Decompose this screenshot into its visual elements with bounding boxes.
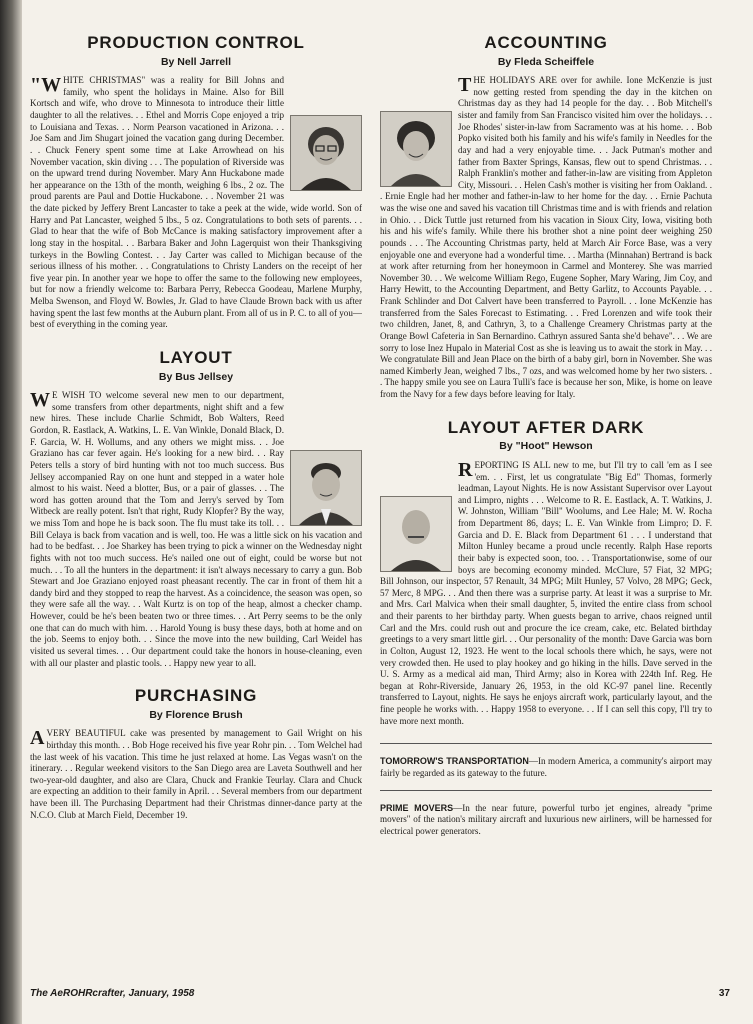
right-column xyxy=(380,28,712,988)
filler-heading: TOMORROW'S TRANSPORTATION xyxy=(380,756,529,767)
article-text: AVERY BEAUTIFUL cake was presented by management to Gail Wright on his birthday this month. . . Bob Hoge received his five year Rohr pin. . . Tom Welchel had the last week of his vacation. This time he just relaxed at home. Las Vegas wasn't on the itinerary. . . Regular weekend visitors to the San Diego area are Laveta Southwell and her two-year-old daughter, and also are Clara, Chuck and Frankie Teurlay. Clara and Chuck are expecting an addition to their family in April. . . Several members from our department have been ill. The Purchasing Department had their Christmas dinner-dance party at the N.C.O. Club at March Field, December 19. xyxy=(30,727,362,820)
production-control-section xyxy=(30,32,362,331)
author-photo-man xyxy=(290,450,362,526)
byline: By Nell Jarrell xyxy=(160,55,232,68)
section-title: PRODUCTION CONTROL xyxy=(87,33,305,52)
divider xyxy=(380,790,712,791)
magazine-title: The AeROHRcrafter, January, 1958 xyxy=(30,988,195,999)
article-text: "WHITE CHRISTMAS" was a reality for Bill Johns and family, who spent the holidays in Maine. Also for Bill Kortsch and wife, who drove to Minnesota to introduce their little daughter to all the relatives. . . Ethel and Morris Cope enjoyed a trip to Louisiana and Texas. . . Norm Pearson vacationed in Arizona. . . Joe Sam and Jim Shugart joined the vacation gang during December. . . Chuck Fenery spent some time at Lake Arrowhead on his November vacation, skin diving . . . The population of Riverside was on the upward trend during November. Mary Ann Huckabone made her appearance on the 13th of the month, weighing 6 lbs., 2 oz. The proud parents are Paul and Dottie Huckabone. . . November 21 was the date picked by Jeffery Brent Lancaster to take a peek at the wide, wide world. Son of Harry and Pat Lancaster, weighed 5 lbs., 5 oz. Congratulations to both sets of parents. . . Glad to hear that the wife of Bob McCance is making satisfactory improvement after a long stay in the hospital. . . Barbara Baker and John Lagerquist won their Thanksgiving turkeys in the Bowling Contest. . . Jay Carter was called to Michigan because of the serious illness of his mother. . . Congratulations to Christy Landers on the receipt of her five year pin. In another year we hope to offer the same to the following new employees, but for now a friendly welcome to: Barbara Perry, Rebecca Goodeau, Marlene Murphy, Melba Swenson, and Floyd W. Bowles, Jr. Glad to have Claude Brown back with us after having spent the last few months at the Auburn plant. From all of us in P. C. to all of you—best of everything in the coming year. xyxy=(30,74,362,330)
section-title: LAYOUT xyxy=(159,347,233,367)
byline: By Fleda Scheiffele xyxy=(497,55,595,68)
magazine-page xyxy=(30,28,730,1018)
byline: By "Hoot" Hewson xyxy=(499,440,593,453)
author-photo-bald-man xyxy=(380,496,452,572)
author-photo-woman-glasses xyxy=(290,115,362,191)
byline: By Bus Jellsey xyxy=(158,370,234,383)
filler-prime-movers xyxy=(380,803,712,838)
filler-text: —In the near future, powerful turbo jet engines, already "prime movers" of the nation's military aircraft and luxurious new airliners, will be harnessed for electrical power generators. xyxy=(380,802,712,836)
left-column xyxy=(30,28,362,968)
section-title: ACCOUNTING xyxy=(484,33,608,52)
accounting-section xyxy=(380,32,712,401)
layout-section xyxy=(30,347,362,669)
layout-after-dark-section xyxy=(380,417,712,728)
section-title: PURCHASING xyxy=(134,686,258,706)
page-number: 37 xyxy=(718,988,730,999)
byline: By Florence Brush xyxy=(149,708,243,721)
page-binding-edge xyxy=(0,0,22,1024)
article-text: WE WISH TO welcome several new men to our department, some transfers from other departments, night shift and a few new hires. These include Charlie Schmidt, Bob Walters, Reed Gordon, R. Eastlack, A. Watkins, L. E. Van Winkle, Donald Black, D. F. Garcia, W. H. Wollums, and any others we might miss. . . Joe Graziano has car fever again. He's looking for a new bird. . . Ray Peters tells a story of bird hunting with not too much success. Bus Jellsey accompanied Ray on one hunt and stepped in a water hole almost to his waist. Need a blotter, Bus, or a pair of glasses. . . The word has gotten around that the Tom and Jerry's served by Tom Witbeck are really potent. Isn't that right, Rudy Klopfer? By the way, we miss Tom and hope he is back soon. The flu must take its toll. . . Bill Celaya is back from vacation and is well, too. He was a little sick on his vacation and had to be bedfast. . . Joe Sharkey has been trying to pick a winner on the Wednesday night fights with not too much success. He's nailed one out of eight, could be worse but not much. . . To all the hunters in the department: it isn't always necessary to carry a gun. Bob Stewart and Joe Graziano enjoyed roast pheasant recently. The car in front of them hit a dandy bird and they stopped to reap the harvest. As a coincidence, the season was open, so they were safe all the way. . . Walt Kurtz is on top of the heap, almost a checker champ. However, could be he's been beaten two or three times. . . Art Perry seems to be the only one that can do much with him. . . Harold Young is busy these days, both at home and on the job. Seems to enjoy both. . . Since the move into the new building, Carl Weidel has visited us several times. . . Our department could take the honors in house-cleaning, even with all our plaster and plastic tools. . . Happy new year to all. xyxy=(30,389,362,668)
filler-tomorrows-transportation xyxy=(380,756,712,779)
filler-text: —In modern America, a community's airport may fairly be regarded as its gateway to the future. xyxy=(380,756,712,778)
section-title: LAYOUT AFTER DARK xyxy=(447,417,645,437)
author-photo-woman-smiling xyxy=(380,111,452,187)
article-text: THE HOLIDAYS ARE over for awhile. Ione McKenzie is just now getting rested from spending the day in the kitchen on Christmas day as they had 14 people for the day. . . Bob Mitchell's sister and family from San Francisco visited him over the holidays. . . Joe Rhodes' sister-in-law from Sacramento was at his home. . . Bob Popko visited both his family and his wife's family in Needles for the day and had a very enjoyable time. . . Jack Putman's mother and father from Baxter Springs, Kansas, flew out to spend Christmas. . . Ralph Franklin's mother and father-in-law are visiting from Appleton City, Missouri. . . Helen Cash's mother is visiting her from Oakland. . . Ernie Engle had her mother and father-in-law to her home for the day. . . Ernie Pachuta was the wise one and saved his vacation till Christmas time and is with friends and relation in Ohio. . . Dick Tuttle just returned from his vacation in Sioux City, Iowa, visiting both his and his wife's family. While there his brother shot a nine point deer weighing 250 pounds . . . The Accounting Christmas party, held at March Air Force Base, was a very enjoyable one and everyone had a wonderful time. . . Martha (Minnahan) Bertrand is back at work after returning from her honeymoon in Carmel and Monterey. She was married November 30. . . We welcome William Rego, Eugene Sopher, Mary Waring, Jim Coy, and Harry Hewitt, to the Accounting Department, and Betty Garlitz, to Accounts Payable. . . Frank Schlinder and Dot Calvert have been transferred to Payroll. . . Ione McKenzie has transferred from the Sales Forecast to Estimating. . . Fred Lorenzen and wife took their two children, Janet, 8, and Cathryn, 3, to a Challenge Creamery Christmas party at the Orange Bowl Cafeteria in San Bernardino. Cathryn assured Santa she'd behave". . . We are sorry to lose Inez Hupalo in Material Cost as she is leaving us to await the stork in May. . . We congratulate Bill and Jean Place on the birth of a baby girl, born in November. She was named Kimberly Jean, weighed 7 lbs., 7 ozs, and was welcomed home by her two sisters. . . The happy smile you see on Laura Tulli's face is because her son, Mike, is home on leave from the Navy for a few days before leaving for Italy. xyxy=(380,74,712,400)
divider xyxy=(380,743,712,744)
purchasing-section xyxy=(30,685,362,821)
filler-heading: PRIME MOVERS xyxy=(380,802,454,813)
article-text: REPORTING IS ALL new to me, but I'll try to call 'em as I see 'em. . . First, let us congratulate "Big Ed" Thomas, formerly leadman, Layout Nights. He is now Assistant Supervisor over Layout and Limpro, nights . . . Welcome to R. E. Eastlack, A. T. Watkins, J. W. Johnston, William "Bill" Woolums, and Lee Hale; M. W. Rocha from Department 86, days; L. E. Van Winkle from Limpro; D. F. Garcia and D. E. Black from Department 61 . . . I understand that Milton Hunley became a proud uncle recently. Ralph Hase reports their baby is expected soon, too. . . Transportationwise, some of our boys are becoming economy minded. McClure, 57 Fiat, 32 MPG; Bill Johnson, our inspector, 57 Renault, 34 MPG; Milt Hunley, 57 Volvo, 28 MPG; Geck, 57 Merc, 8 MPG. . . And then there was a surprise party. At least it was a surprise to Mr. and Mrs. Carl Malvica when their small daughter, 5, invited the entire class from school and their parents to her birthday party. When guests began to arrive, chaos reigned until Carl and the Mrs. could rush out and procure the ice cream, cake, etc. Belated birthday greetings to a very smart little girl. . . Our personality of the month: Dave Garcia was born in Colton, August 12, 1923. He went to the local schools there which, he says, were not very crowded then. He used to play hookey and go hiking in the hills. Dave served in the U. S. Army as a medical aid man, Third Army; also in Korea with 224th Inf. Reg. He began at Rohr-Riverside, January 26, 1953, in the old KC-97 panel line. Recently transferred to Layout, nights. He says he enjoys aircraft work, particularly layout, and the fine people he works with. . . Happy 1958 to everyone. . . If I can sell this copy, I'll try to have more next month. xyxy=(380,458,712,726)
